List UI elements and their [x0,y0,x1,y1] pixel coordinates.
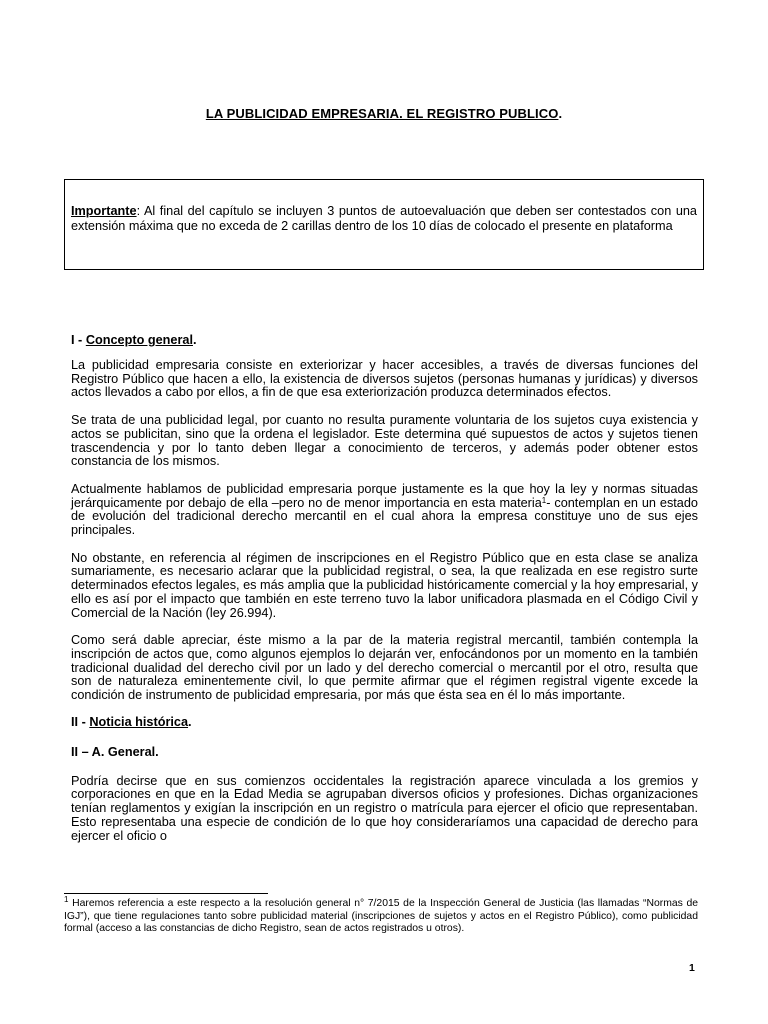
footnote: $^1$ Haremos referencia a este respecto a la resolución general n° 7/2015 de la Inspección General de Justicia (las llamadas “Normas de IGJ”), que tiene regulaciones tanto sobre publicidad material (inscripciones de sujetos y actos en el Registro Público), como publicidad formal (acceso a las constancias de dicho Registro, sean de actos registrados u otros). [64,895,698,935]
page-number: 1 [689,962,695,974]
notice-text: Importante: Al final del capítulo se incluyen 3 puntos de autoevaluación que deben ser contestados con una extensión máxima que no exceda de 2 carillas dentro de los 10 días de colocado el presente en plataforma [71,204,697,234]
notice-label: Importante [71,204,137,218]
paragraph: Como será dable apreciar, éste mismo a la par de la materia registral mercantil, también contempla la inscripción de actos que, como algunos ejemplos lo dejarán ver, enfocándonos por un momento en la también tradicional dualidad del derecho civil por un lado y del derecho comercial o mercantil por el otro, resulta que son de naturaleza eminentemente civil, lo que permite afirmar que el régimen registral vigente excede la condición de instrumento de publicidad empresaria, por más que ésta sea en él lo más importante. [71,633,698,703]
paragraph: Se trata de una publicidad legal, por cuanto no resulta puramente voluntaria de los sujetos cuya existencia y actos se publicitan, sino que la ordena el legislador. Este determina qué supuestos de actos y sujetos tienen trascendencia y por lo tanto deben llegar a conocimiento de terceros, y además poder obtener estos constancia de los mismos. [71,413,698,469]
notice-box [64,179,704,270]
notice-border-mark [703,240,704,270]
footnote-marker: 1 [64,895,69,904]
subsection-heading: II – A. General. [71,744,159,759]
paragraph: Podría decirse que en sus comienzos occidentales la registración aparece vinculada a los gremios y corporaciones en que en la Edad Media se agrupaban diversos oficios y profesiones. Dichas organizaciones tenían reglamentos y exigían la inscripción en un registro o matrícula para ejercer el oficio que representaban. Esto representaba una especie de condición de lo que hoy consideraríamos una capacidad de derecho para ejercer el oficio o [71,773,698,843]
section-heading-noticia: II - Noticia histórica. [71,714,192,729]
paragraph: La publicidad empresaria consiste en exteriorizar y hacer accesibles, a través de diversas funciones del Registro Público que hacen a ello, la existencia de diversos sujetos (personas humanas y jurídicas) y diversos actos llevados a cabo por ellos, a fin de que esa exteriorización produzca determinados efectos. [71,358,698,400]
footnote-reference: 1 [541,495,547,505]
main-content [71,332,698,843]
paragraph: No obstante, en referencia al régimen de inscripciones en el Registro Público que en esta clase se analiza sumariamente, es necesario aclarar que la publicidad registral, o sea, la que realizada en ese registro surte determinados efectos legales, es más amplia que la publicidad históricamente comercial y la hoy empresarial, y ello es así por el impacto que también en este terreno tuvo la labor unificadora plasmada en el Código Civil y Comercial de la Nación (ley 26.994). [71,550,698,620]
section-heading-concepto: I - Concepto general. [71,333,197,347]
paragraph-with-footnote: Actualmente hablamos de publicidad empresaria porque justamente es la que hoy la ley y normas situadas jerárquicamente por debajo de ella –pero no de menor importancia en esta materia$^1$- contemplan en un estado de evolución del tradicional derecho mercantil en el cual ahora la empresa constituye uno de sus ejes principales. [71,481,698,538]
footnote-separator [64,893,268,894]
document-title: LA PUBLICIDAD EMPRESARIA. EL REGISTRO PUBLICO. [205,106,563,121]
